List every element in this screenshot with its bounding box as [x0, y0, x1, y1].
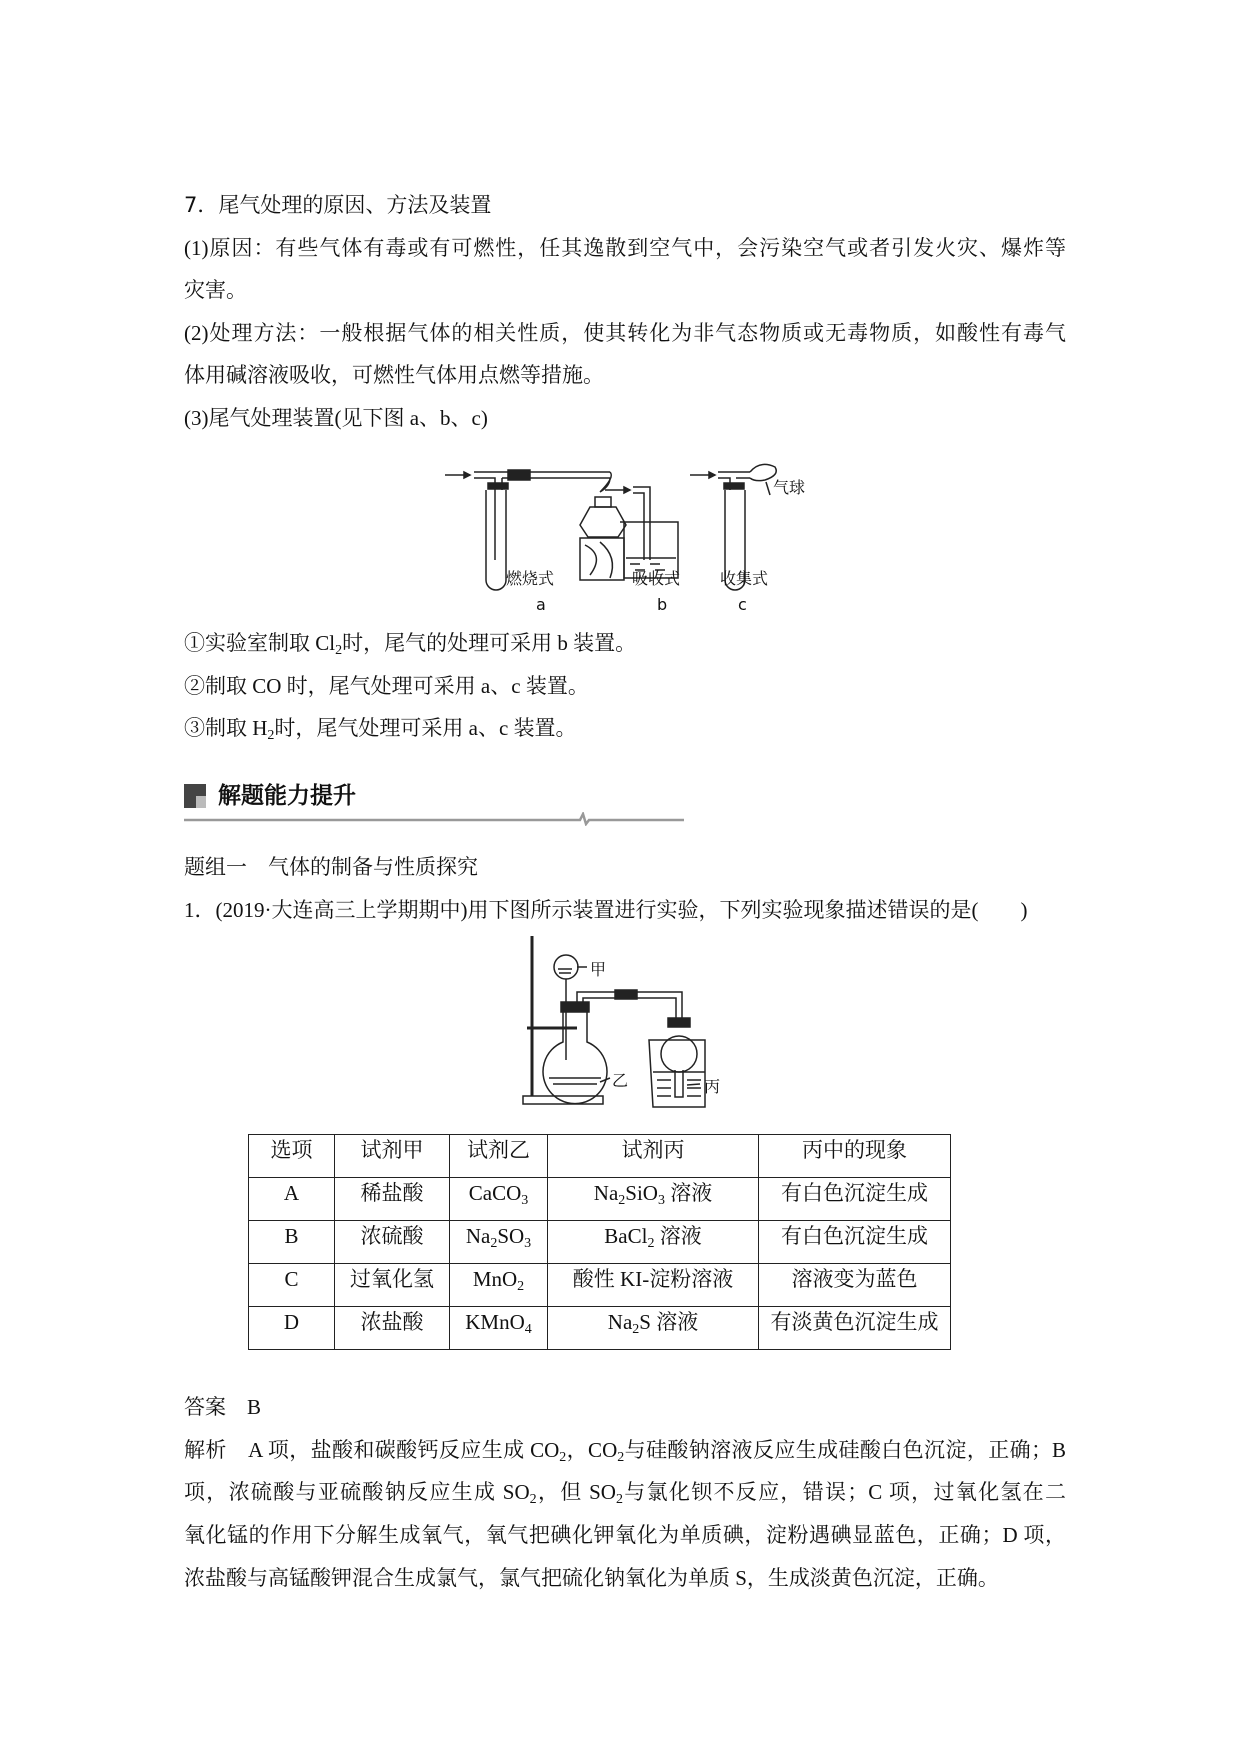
label-bing: 丙	[704, 1077, 721, 1096]
option-cell: D	[249, 1307, 335, 1350]
analysis-label: 解析	[184, 1438, 227, 1462]
reagent-yi-cell: KMnO$_4$	[450, 1307, 548, 1350]
table-row	[249, 1178, 951, 1221]
device-line: (3)尾气处理装置(见下图 a、b、c)	[184, 406, 488, 430]
label-absorption: 吸收式	[632, 569, 681, 588]
note-text: ③制取 H	[184, 716, 268, 740]
reagent-bing-cell: $Na_2SiO_3$ 溶液	[548, 1178, 759, 1221]
method-line-1: (2)处理方法：一般根据气体的相关性质，使其转化为非气态物质或无毒物质，如酸性有毒气	[184, 321, 1066, 345]
label-yi: 乙	[612, 1071, 629, 1090]
reagent-yi-cell: $Na_2SO_3$	[450, 1221, 548, 1264]
note-2: ②制取 CO 时，尾气处理可采用 a、c 装置。	[184, 674, 589, 698]
section-header-title: 解题能力提升	[218, 783, 356, 809]
method-line-2: 体用碱溶液吸收，可燃性气体用点燃等措施。	[184, 363, 604, 387]
header-block-accent	[196, 796, 206, 808]
tail-gas-devices-figure	[440, 450, 820, 620]
reagent-table	[248, 1134, 951, 1350]
header-cell: 丙中的现象	[759, 1135, 951, 1178]
header-divider	[184, 812, 684, 826]
question-stem: 1．(2019·大连高三上学期期中)用下图所示装置进行实验，下列实验现象描述错误的是( )	[184, 898, 1028, 922]
header-cell: 试剂乙	[450, 1135, 548, 1178]
note-text: 时，尾气的处理可采用 b 装置。	[342, 631, 637, 655]
note-1	[184, 628, 636, 658]
reagent-jia-cell: 浓盐酸	[335, 1307, 450, 1350]
reagent-yi-cell: CaCO$_3$	[450, 1178, 548, 1221]
phenomenon-cell: 有白色沉淀生成	[759, 1221, 951, 1264]
analysis-line-1: 解析 A 项，盐酸和碳酸钙反应生成 $CO_2$，$CO_2$与硅酸钠溶液反应生成硅酸白色沉淀，正确；B	[184, 1438, 1066, 1465]
header-cell: 试剂丙	[548, 1135, 759, 1178]
option-cell: B	[249, 1221, 335, 1264]
table-row	[249, 1264, 951, 1307]
option-cell: C	[249, 1264, 335, 1307]
analysis-line-4: 浓盐酸与高锰酸钾混合生成氯气，氯气把硫化钠氧化为单质 S，生成淡黄色沉淀，正确。	[184, 1566, 999, 1590]
answer-value: B	[247, 1395, 262, 1419]
reagent-jia-cell: 稀盐酸	[335, 1178, 450, 1221]
phenomenon-cell: 有淡黄色沉淀生成	[759, 1307, 951, 1350]
label-jia: 甲	[590, 960, 607, 979]
reagent-bing-cell: BaCl$_2$ 溶液	[548, 1221, 759, 1264]
experiment-apparatus-figure	[505, 932, 765, 1132]
phenomenon-cell: 溶液变为蓝色	[759, 1264, 951, 1307]
note-text: ①实验室制取 Cl	[184, 631, 336, 655]
subscript: 2	[267, 728, 275, 743]
reagent-jia-cell: 浓硫酸	[335, 1221, 450, 1264]
analysis-line-2: 项，浓硫酸与亚硫酸钠反应生成 $SO_2$，但 $SO_2$与氯化钡不反应，错误；C 项，过氧化氢在二	[184, 1480, 1066, 1507]
analysis-line-3: 氧化锰的作用下分解生成氧气，氧气把碘化钾氧化为单质碘，淀粉遇碘显蓝色，正确；D 项，	[184, 1523, 1066, 1547]
reason-line-2: 灾害。	[184, 278, 247, 302]
balloon-label: 气球	[773, 478, 806, 497]
letter-b: b	[657, 595, 668, 614]
phenomenon-cell: 有白色沉淀生成	[759, 1178, 951, 1221]
letter-c: c	[738, 595, 747, 614]
table-header-row	[249, 1135, 951, 1178]
group-title: 题组一 气体的制备与性质探究	[184, 855, 478, 879]
subscript: 2	[335, 643, 343, 658]
reagent-yi-cell: MnO$_2$	[450, 1264, 548, 1307]
table-row	[249, 1221, 951, 1264]
option-cell: A	[249, 1178, 335, 1221]
reagent-bing-cell: 酸性 KI-淀粉溶液	[548, 1264, 759, 1307]
reagent-jia-cell: 过氧化氢	[335, 1264, 450, 1307]
answer-label: 答案	[184, 1395, 226, 1419]
reason-line-1: (1)原因：有些气体有毒或有可燃性，任其逸散到空气中，会污染空气或者引发火灾、爆炸等	[184, 236, 1066, 260]
section-7-title: 7．尾气处理的原因、方法及装置	[184, 193, 492, 217]
label-combustion: 燃烧式	[506, 569, 555, 588]
reagent-bing-cell: $Na_2S$ 溶液	[548, 1307, 759, 1350]
table-row	[249, 1307, 951, 1350]
note-text: 时，尾气处理可采用 a、c 装置。	[274, 716, 577, 740]
note-3	[184, 713, 577, 743]
header-cell: 试剂甲	[335, 1135, 450, 1178]
label-collection: 收集式	[720, 569, 769, 588]
answer-line	[184, 1392, 261, 1422]
letter-a: a	[536, 595, 546, 614]
absorption-device	[605, 487, 678, 578]
dropping-funnel	[554, 955, 578, 979]
header-cell: 选项	[249, 1135, 335, 1178]
